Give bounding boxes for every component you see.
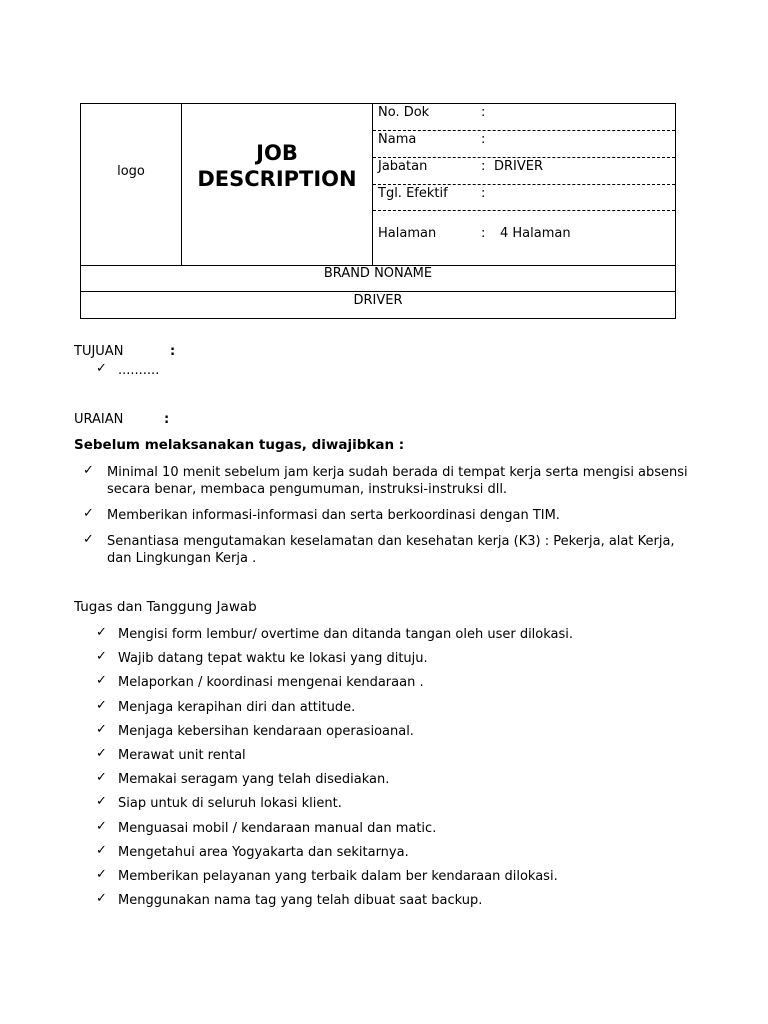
uraian-item-line: dan Lingkungan Kerja . <box>107 551 257 566</box>
check-icon: ✓ <box>96 698 107 713</box>
field-label-tgl-efektif: Tgl. Efektif <box>378 186 448 201</box>
field-label-jabatan: Jabatan <box>378 159 428 174</box>
tugas-item: Menjaga kebersihan kendaraan operasioanal. <box>118 724 414 739</box>
document-title <box>182 140 372 192</box>
uraian-item-line: secara benar, membaca pengumuman, instruksi-instruksi dll. <box>107 482 508 497</box>
check-icon: ✓ <box>96 770 107 785</box>
field-value-jabatan: DRIVER <box>494 159 544 174</box>
check-icon: ✓ <box>96 843 107 858</box>
field-colon: : <box>481 186 486 201</box>
check-icon: ✓ <box>96 625 107 640</box>
field-label-no-dok: No. Dok <box>378 105 430 120</box>
uraian-colon: : <box>164 412 170 427</box>
field-colon: : <box>481 105 486 120</box>
field-label-halaman: Halaman <box>378 226 437 241</box>
uraian-label: URAIAN <box>74 412 124 427</box>
tugas-item: Mengisi form lembur/ overtime dan ditanda tangan oleh user dilokasi. <box>118 627 574 642</box>
tugas-item: Memakai seragam yang telah disediakan. <box>118 772 390 787</box>
check-icon: ✓ <box>83 506 94 521</box>
tugas-item: Melaporkan / koordinasi mengenai kendaraan . <box>118 675 424 690</box>
check-icon: ✓ <box>83 463 94 478</box>
divider <box>81 291 675 292</box>
section-subheading: Sebelum melaksanakan tugas, diwajibkan : <box>74 437 405 453</box>
tugas-item: Wajib datang tepat waktu ke lokasi yang dituju. <box>118 651 428 666</box>
check-icon: ✓ <box>96 649 107 664</box>
tujuan-item: .......... <box>118 363 160 378</box>
tugas-item: Memberikan pelayanan yang terbaik dalam ber kendaraan dilokasi. <box>118 869 558 884</box>
field-colon: : <box>481 226 486 241</box>
tujuan-colon: : <box>170 344 176 359</box>
field-colon: : <box>481 132 486 147</box>
tugas-item: Mengetahui area Yogyakarta dan sekitarnya. <box>118 845 409 860</box>
check-icon: ✓ <box>83 532 94 547</box>
title-line: DESCRIPTION <box>197 167 357 191</box>
check-icon: ✓ <box>96 891 107 906</box>
logo-placeholder: logo <box>117 164 145 179</box>
check-icon: ✓ <box>96 673 107 688</box>
field-value-halaman: 4 Halaman <box>500 226 571 241</box>
check-icon: ✓ <box>96 361 107 376</box>
divider <box>373 184 675 185</box>
uraian-item-line: Memberikan informasi-informasi dan serta berkoordinasi dengan TIM. <box>107 508 560 523</box>
tugas-item: Siap untuk di seluruh lokasi klient. <box>118 796 342 811</box>
tugas-item: Menjaga kerapihan diri dan attitude. <box>118 700 356 715</box>
field-label-nama: Nama <box>378 132 417 147</box>
section-heading: Tugas dan Tanggung Jawab <box>74 599 257 615</box>
field-colon: : <box>481 159 486 174</box>
check-icon: ✓ <box>96 746 107 761</box>
tugas-item: Menggunakan nama tag yang telah dibuat saat backup. <box>118 893 483 908</box>
uraian-item-line: Senantiasa mengutamakan keselamatan dan kesehatan kerja (K3) : Pekerja, alat Kerja, <box>107 534 675 549</box>
tujuan-label: TUJUAN <box>74 344 124 359</box>
uraian-item-line: Minimal 10 menit sebelum jam kerja sudah berada di tempat kerja serta mengisi absensi <box>107 465 688 480</box>
divider <box>373 130 675 131</box>
divider <box>373 157 675 158</box>
title-line: JOB <box>256 141 298 165</box>
divider <box>373 210 675 211</box>
brand-name: BRAND NONAME <box>323 266 433 281</box>
check-icon: ✓ <box>96 867 107 882</box>
position-name: DRIVER <box>353 293 403 308</box>
document-header-table <box>80 103 676 319</box>
tugas-item: Merawat unit rental <box>118 748 246 763</box>
check-icon: ✓ <box>96 794 107 809</box>
check-icon: ✓ <box>96 819 107 834</box>
tugas-item: Menguasai mobil / kendaraan manual dan matic. <box>118 821 437 836</box>
check-icon: ✓ <box>96 722 107 737</box>
